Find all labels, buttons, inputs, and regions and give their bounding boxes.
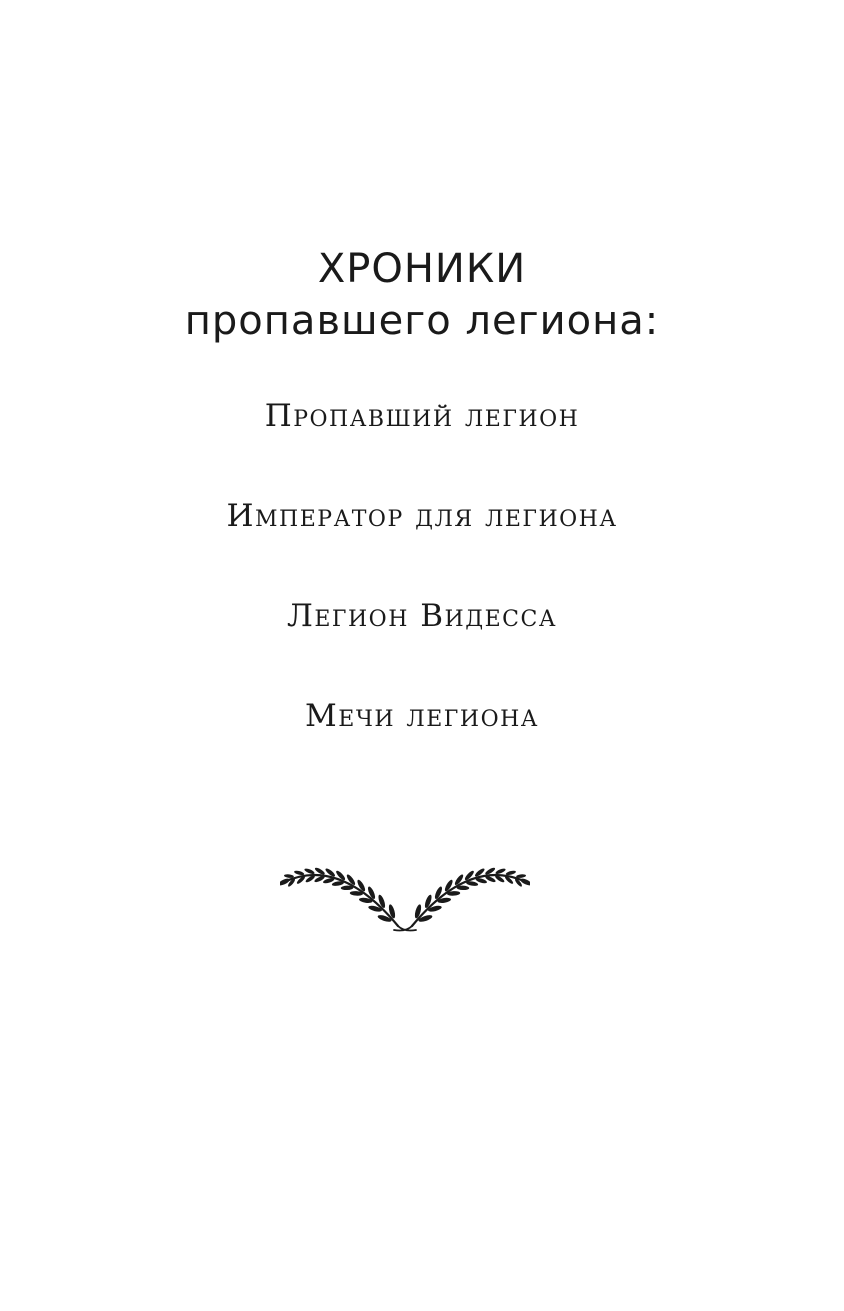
book-title: Мечи легиона [305, 698, 539, 734]
book-title: Император для легиона [226, 498, 618, 534]
laurel-left-branch [280, 867, 416, 931]
series-title-line-1: ХРОНИКИ [317, 246, 527, 292]
book-list [0, 393, 844, 793]
series-title-line-2: пропавшего легиона: [184, 298, 660, 344]
laurel-branches-icon [280, 848, 530, 934]
book-title: Легион Видесса [287, 598, 557, 634]
series-title [0, 243, 844, 347]
laurel-right-branch [394, 867, 530, 931]
book-title: Пропавший легион [264, 398, 580, 434]
